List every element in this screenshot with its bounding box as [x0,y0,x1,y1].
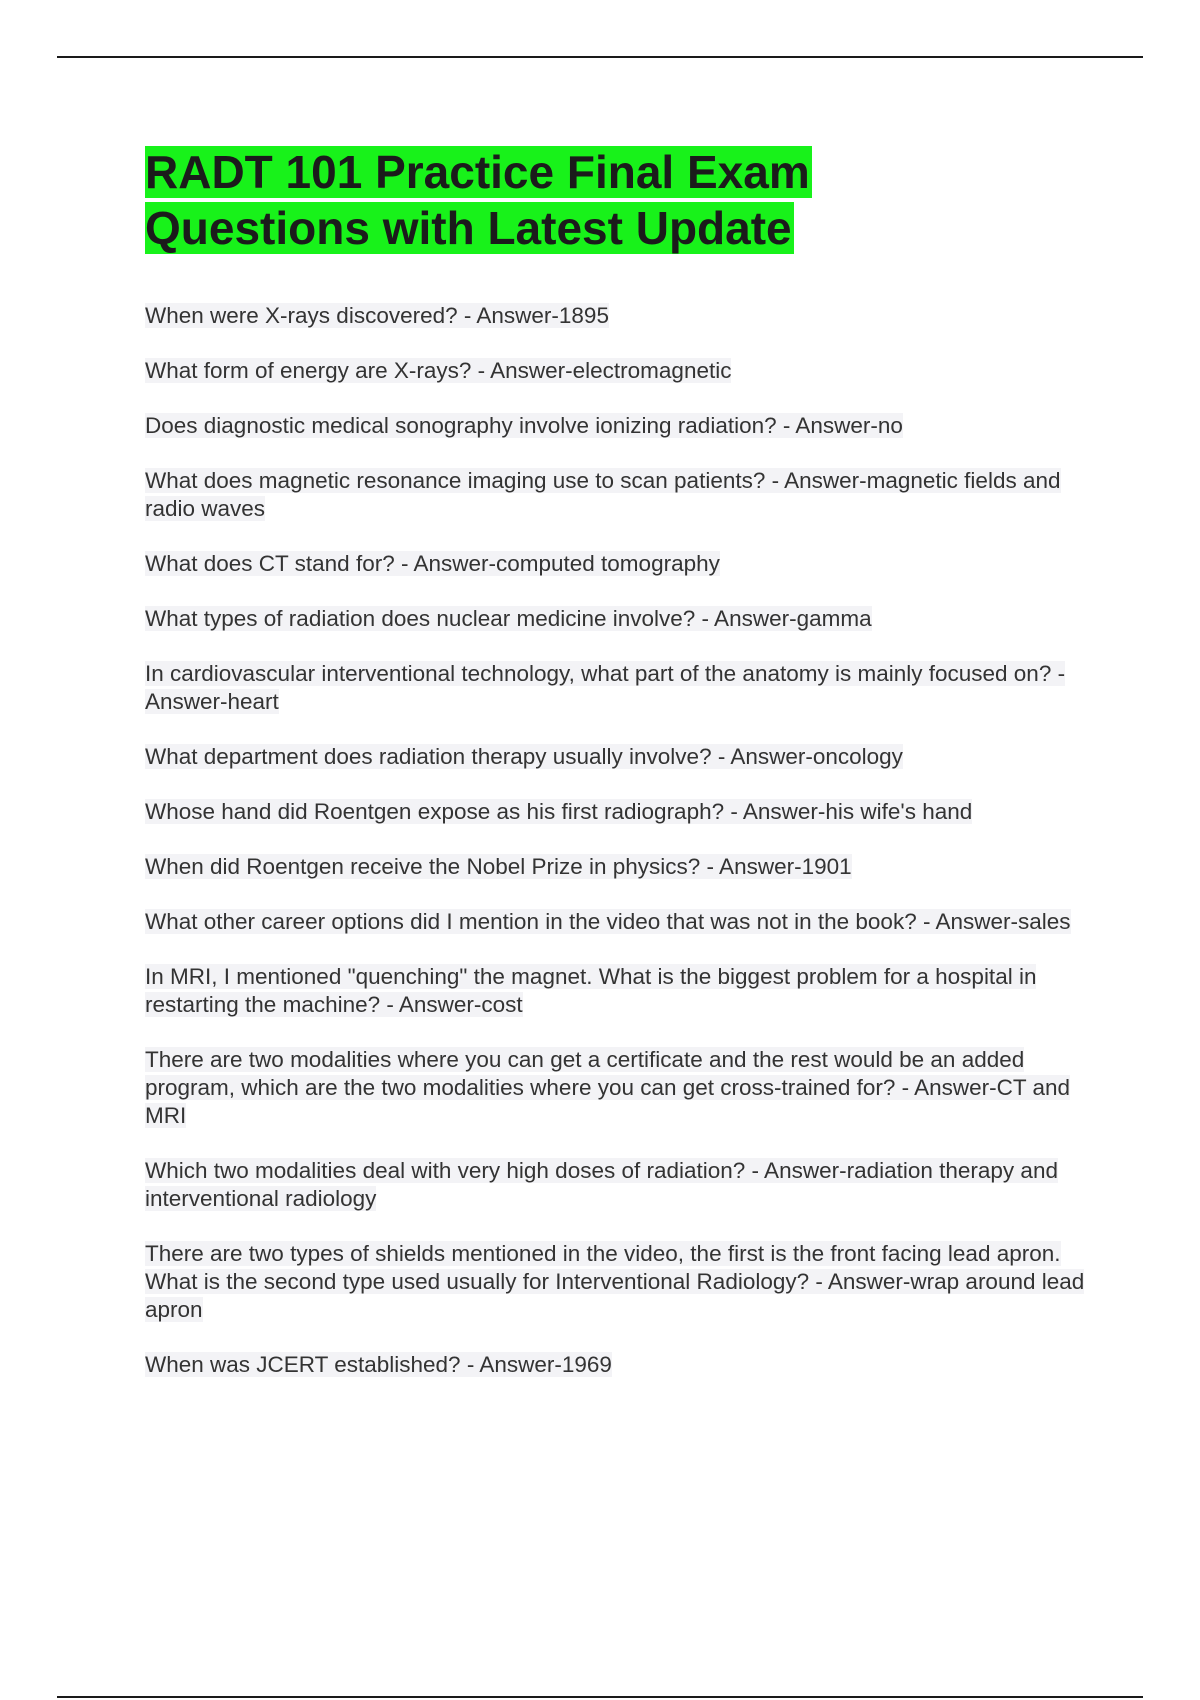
document-title [145,144,925,256]
top-rule [57,56,1143,58]
question-item: There are two modalities where you can get a certificate and the rest would be an added program, which are the two modalities where you can get cross-trained for? - Answer-CT and MRI [145,1047,1071,1128]
question-item: What does CT stand for? - Answer-computed tomography [145,551,720,576]
question-item: What other career options did I mention in the video that was not in the book? - Answer-sales [145,909,1071,934]
question-item: What types of radiation does nuclear medicine involve? - Answer-gamma [145,606,872,631]
question-item: When was JCERT established? - Answer-1969 [145,1352,612,1377]
question-item: When did Roentgen receive the Nobel Prize in physics? - Answer-1901 [145,854,852,879]
question-item: There are two types of shields mentioned in the video, the first is the front facing lead apron. What is the second type used usually for Interventional Radiology? - Answer-wrap around lead apron [145,1241,1085,1322]
bottom-rule [57,1696,1143,1698]
question-list [145,302,1090,1406]
question-item: What form of energy are X-rays? - Answer-electromagnetic [145,358,732,383]
question-item: In MRI, I mentioned "quenching" the magnet. What is the biggest problem for a hospital in restarting the machine? - Answer-cost [145,964,1037,1017]
title-highlight: RADT 101 Practice Final Exam Questions with Latest Update [145,146,810,254]
question-item: Which two modalities deal with very high doses of radiation? - Answer-radiation therapy and interventional radiology [145,1158,1058,1211]
question-item: In cardiovascular interventional technology, what part of the anatomy is mainly focused on? - Answer-heart [145,661,1066,714]
question-item: Whose hand did Roentgen expose as his first radiograph? - Answer-his wife's hand [145,799,973,824]
question-item: What does magnetic resonance imaging use to scan patients? - Answer-magnetic fields and radio waves [145,468,1061,521]
question-item: What department does radiation therapy usually involve? - Answer-oncology [145,744,903,769]
question-item: When were X-rays discovered? - Answer-1895 [145,303,609,328]
question-item: Does diagnostic medical sonography involve ionizing radiation? - Answer-no [145,413,903,438]
